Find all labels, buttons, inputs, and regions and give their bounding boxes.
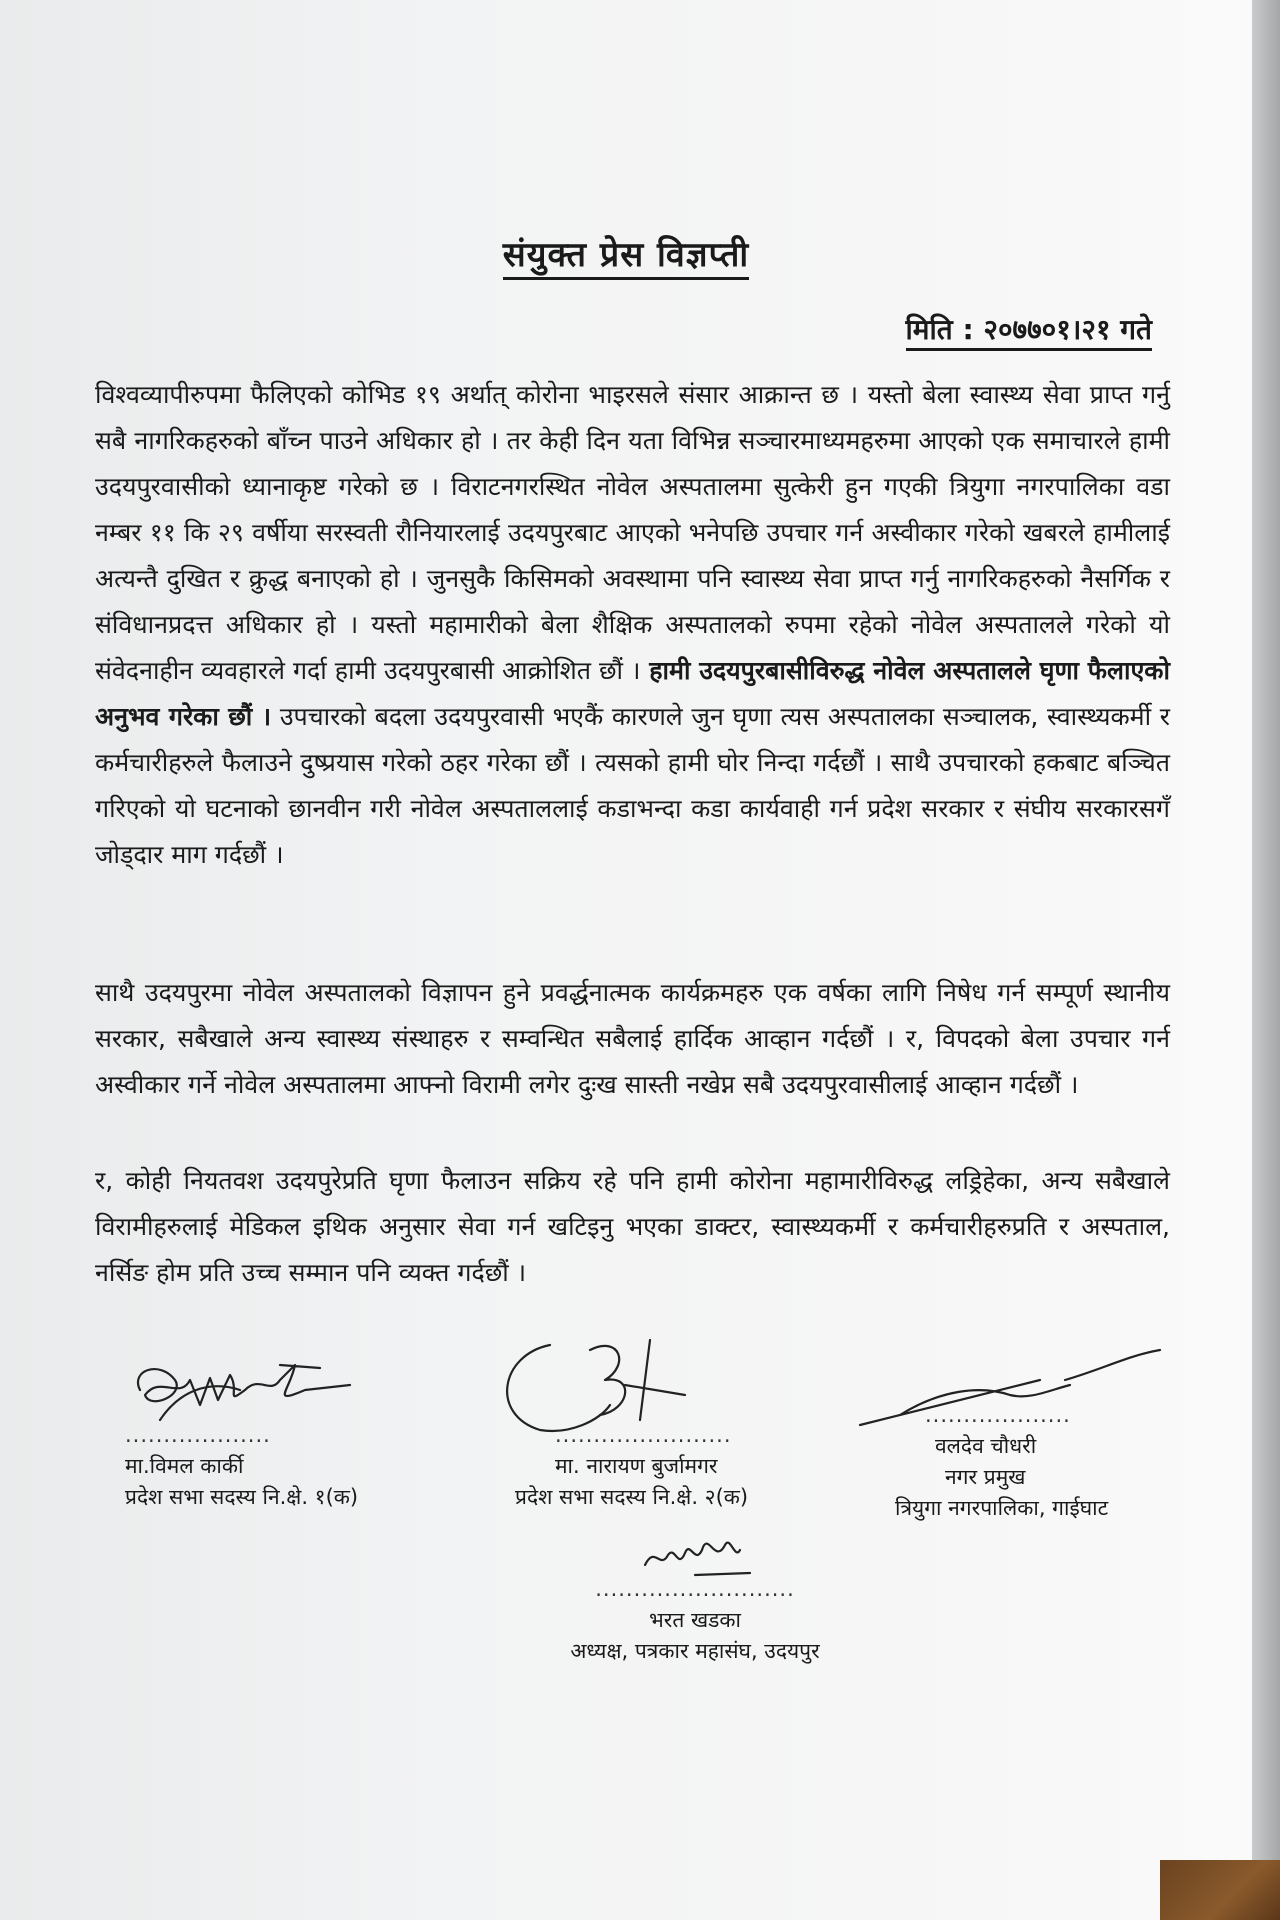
- table-surface: [1160, 1860, 1280, 1920]
- document-title: संयुक्त प्रेस विज्ञप्ती: [0, 230, 1252, 276]
- signatory-2-title: प्रदेश सभा सदस्य नि.क्षे. २(क): [515, 1485, 749, 1509]
- handwritten-signature-1: [120, 1350, 350, 1430]
- paragraph-1-start: विश्वव्यापीरुपमा फैलिएको कोभिड १९ अर्थात् कोरोना भाइरसले संसार आक्रान्त छ । यस्तो बेला स्वास्थ्य सेवा प्राप्त गर्नु सबै नागरिकहरुको बाँच्न पाउने अधिकार हो । तर केही दिन यता विभिन्न सञ्चारमाध्यमहरुमा आएको एक समाचारले हामी उदयपुरवासीको ध्यानाकृष्ट गरेको छ । विराटनगरस्थित नोवेल अस्पतालमा सुत्केरी हुन गएकी त्रियुगा नगरपालिका वडा नम्बर ११ कि २९ वर्षीया सरस्वती रौनियारलाई उदयपुरबाट आएको भनेपछि उपचार गर्न अस्वीकार गरेको खबरले हामीलाई अत्यन्तै दुखित र क्रुद्ध बनाएको हो । जुनसुकै किसिमको अवस्थामा पनि स्वास्थ्य सेवा प्राप्त गर्नु नागरिकहरुको नैसर्गिक र संविधानप्रदत्त अधिकार हो । यस्तो महामारीको बेला शैक्षिक अस्पतालको रुपमा रहेको नोवेल अस्पतालले गरेको यो संवेदनाहीन व्यवहारले गर्दा हामी उदयपुरबासी आक्रोशित छौं ।: [95, 380, 1170, 685]
- paragraph-1-bold: हामी उदयपुरबासीविरुद्ध नोवेल अस्पतालले घृणा फैलाएको अनुभव गरेका छौं ।: [95, 656, 1170, 731]
- paragraph-1: [95, 372, 1170, 878]
- paragraph-1-end: उपचारको बदला उदयपुरवासी भएकैं कारणले जुन घृणा त्यस अस्पतालका सञ्चालक, स्वास्थ्यकर्मी र कर्मचारीहरुले फैलाउने दुष्प्रयास गरेको ठहर गरेका छौं । त्यसको हामी घोर निन्दा गर्दछौं । साथै उपचारको हकबाट बञ्चित गरिएको यो घटनाको छानवीन गरी नोवेल अस्पताललाई कडाभन्दा कडा कार्यवाही गर्न प्रदेश सरकार र संघीय सरकारसगँ जोड्दार माग गर्दछौं ।: [95, 702, 1170, 869]
- signatory-2-name: मा. नारायण बुर्जामगर: [555, 1454, 718, 1478]
- background-edge: [1252, 0, 1280, 1920]
- signatory-3-office: त्रियुगा नगरपालिका, गाईघाट: [895, 1496, 1109, 1520]
- document-date: मिति : २०७७०१।२१ गते: [906, 310, 1152, 348]
- handwritten-signature-4: [640, 1525, 760, 1585]
- signature-block-3: ................... वलदेव चौधरी नगर प्रमुख त्रियुगा नगरपालिका, गाईघाट: [905, 1380, 1108, 1524]
- handwritten-signature-2: [490, 1325, 730, 1435]
- signatory-1-name: मा.विमल कार्की: [125, 1454, 244, 1478]
- signatory-4-title: अध्यक्ष, पत्रकार महासंघ, उदयपुर: [570, 1639, 820, 1663]
- signatory-4-name: भरत खडका: [649, 1608, 741, 1632]
- paragraph-2: साथै उदयपुरमा नोवेल अस्पतालको विज्ञापन हुने प्रवर्द्धनात्मक कार्यक्रमहरु एक वर्षका लागि निषेध गर्न सम्पूर्ण स्थानीय सरकार, सबैखाले अन्य स्वास्थ्य संस्थाहरु र सम्वन्धित सबैलाई हार्दिक आव्हान गर्दछौं । र, विपदको बेला उपचार गर्न अस्वीकार गर्ने नोवेल अस्पतालमा आफ्नो विरामी लगेर दुःख सास्ती नखेप्न सबै उदयपुरवासीलाई आव्हान गर्दछौं ।: [95, 978, 1170, 1099]
- signature-block-4: .......................... भरत खडका अध्यक्ष, पत्रकार महासंघ, उदयपुर: [530, 1560, 860, 1667]
- signatory-3-name: वलदेव चौधरी: [935, 1434, 1037, 1458]
- handwritten-signature-3: [860, 1360, 1160, 1440]
- signature-block-2: ....................... मा. नारायण बुर्जामगर प्रदेश सभा सदस्य नि.क्षे. २(क): [515, 1400, 748, 1513]
- signatory-1-title: प्रदेश सभा सदस्य नि.क्षे. १(क): [125, 1485, 359, 1509]
- signature-block-1: ................... मा.विमल कार्की प्रदेश सभा सदस्य नि.क्षे. १(क): [125, 1400, 358, 1513]
- paragraph-3: र, कोही नियतवश उदयपुरेप्रति घृणा फैलाउन सक्रिय रहे पनि हामी कोरोना महामारीविरुद्ध लड्रिहेका, अन्य सबैखाले विरामीहरुलाई मेडिकल इथिक अनुसार सेवा गर्न खटिइनु भएका डाक्टर, स्वास्थ्यकर्मी र कर्मचारीहरुप्रति र अस्पताल, नर्सिङ होम प्रति उच्च सम्मान पनि व्यक्त गर्दछौं ।: [95, 1166, 1170, 1287]
- signatory-3-title: नगर प्रमुख: [945, 1465, 1026, 1489]
